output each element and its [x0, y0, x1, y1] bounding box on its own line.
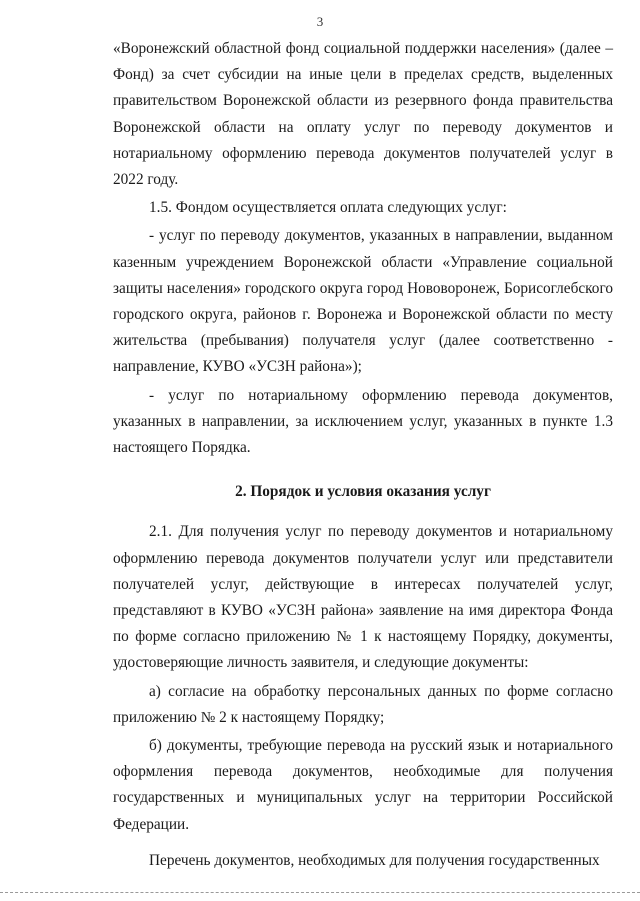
- section-heading: 2. Порядок и условия оказания услуг: [235, 483, 491, 501]
- scan-bottom-edge: [0, 892, 640, 893]
- paragraph-item-b: б) документы, требующие перевода на русский язык и нотариального оформления перевода документов, необходимые для получения государственных и муниципальных услуг на территории Российской Федерации.: [113, 737, 613, 833]
- document-body: [113, 36, 613, 874]
- page-number: 3: [316, 14, 324, 29]
- paragraph-translation-services: - услуг по переводу документов, указанных в направлении, выданном казенным учреждением Воронежской области «Управление социальной защиты населения» городского округа город Нововоронеж, Борисоглебского городского округа, районов г. Воронежа и Воронежской области по месту жительства (пребывания) получателя услуг (далее соответственно - направление, КУВО «УСЗН района»);: [113, 227, 613, 376]
- paragraph-notary-services: - услуг по нотариальному оформлению перевода документов, указанных в направлении, за исключением услуг, указанных в пункте 1.3 настоящего Порядка.: [113, 386, 613, 457]
- paragraph-2-1: 2.1. Для получения услуг по переводу документов и нотариальному оформлению перевода документов получатели услуг или представители получателей услуг, действующие в интересах получателей услуг, представляют в КУВО «УСЗН района» заявление на имя директора Фонда по форме согласно приложению № 1 к настоящему Порядку, документы, удостоверяющие личность заявителя, и следующие документы:: [113, 523, 613, 672]
- paragraph-list-of-documents: Перечень документов, необходимых для получения государственных: [149, 851, 600, 869]
- paragraph-item-a: а) согласие на обработку персональных данных по форме согласно приложению № 2 к настоящему Порядку;: [113, 682, 613, 726]
- paragraph-fund-subsidy: «Воронежский областной фонд социальной поддержки населения» (далее – Фонд) за счет субсидии на иные цели в пределах средств, выделенных правительством Воронежской области из резервного фонда правительства Воронежской области на оплату услуг по переводу документов и нотариальному оформлению перевода документов получателей услуг в 2022 году.: [113, 40, 613, 189]
- paragraph-1-5: 1.5. Фондом осуществляется оплата следующих услуг:: [149, 199, 507, 217]
